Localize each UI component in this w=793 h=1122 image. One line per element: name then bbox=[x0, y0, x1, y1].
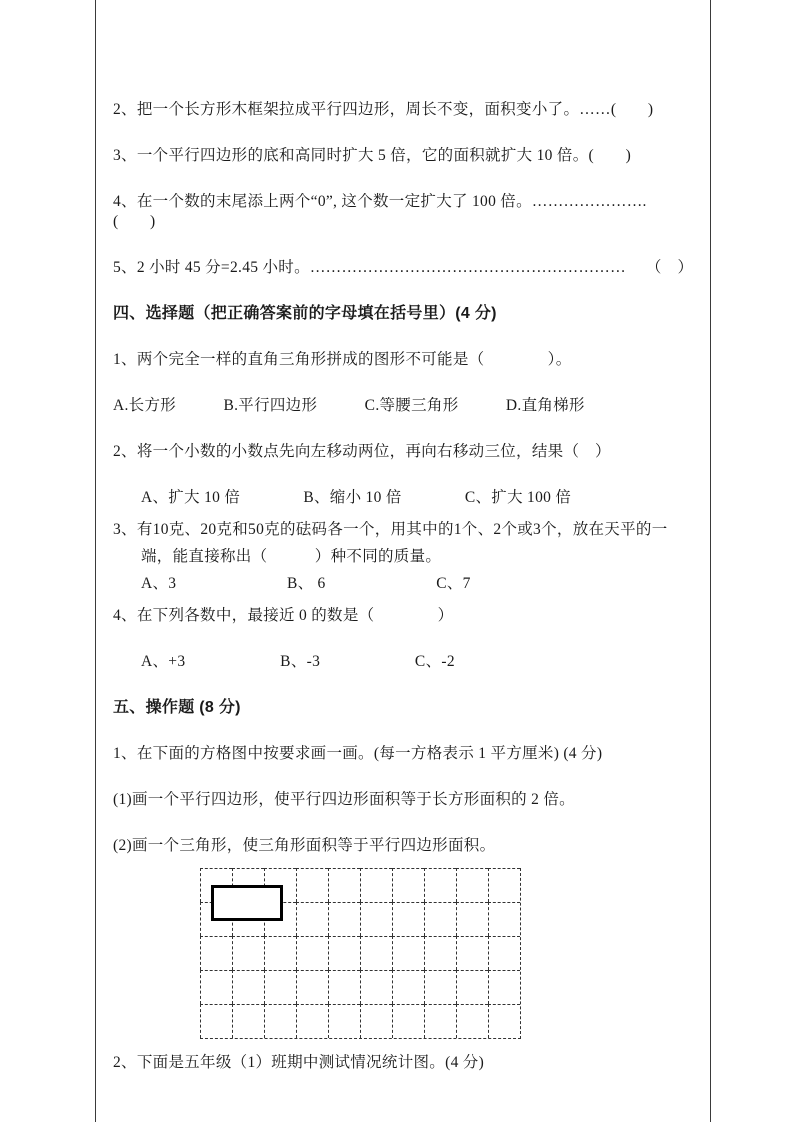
choice-question-4: 4、在下列各数中，最接近 0 的数是（ ） bbox=[113, 607, 454, 624]
grid-cell bbox=[264, 936, 296, 970]
operate-question-1: 1、在下面的方格图中按要求画一画。(每一方格表示 1 平方厘米) (4 分) bbox=[113, 745, 603, 762]
grid-cell bbox=[392, 970, 424, 1004]
grid-cell bbox=[488, 936, 520, 970]
grid-cell bbox=[296, 902, 328, 936]
grid-cell bbox=[456, 902, 488, 936]
grid-cell bbox=[232, 936, 264, 970]
grid-cell bbox=[424, 970, 456, 1004]
page-border-left bbox=[95, 0, 96, 1122]
rectangle-shape bbox=[211, 885, 283, 921]
section-header-choice: 四、选择题（把正确答案前的字母填在括号里）(4 分) bbox=[113, 305, 497, 322]
grid-cell bbox=[232, 970, 264, 1004]
grid-cell bbox=[200, 1004, 232, 1038]
grid-cell bbox=[296, 868, 328, 902]
choice-question-1-options: A.长方形 B.平行四边形 C.等腰三角形 D.直角梯形 bbox=[113, 397, 585, 414]
grid-cell bbox=[296, 1004, 328, 1038]
judge-question-4: 4、在一个数的末尾添上两个“0”, 这个数一定扩大了 100 倍。………………….( ) bbox=[113, 193, 647, 230]
choice-question-2-options: A、扩大 10 倍 B、缩小 10 倍 C、扩大 100 倍 bbox=[141, 489, 572, 506]
grid-cell bbox=[296, 970, 328, 1004]
grid-cell bbox=[424, 868, 456, 902]
grid-cell bbox=[328, 936, 360, 970]
grid-cell bbox=[456, 970, 488, 1004]
grid-cell bbox=[296, 936, 328, 970]
grid-cell bbox=[328, 1004, 360, 1038]
grid-cell bbox=[488, 1004, 520, 1038]
choice-question-1: 1、两个完全一样的直角三角形拼成的图形不可能是（ ）。 bbox=[113, 351, 572, 368]
grid-cell bbox=[200, 936, 232, 970]
drawing-grid-wrapper bbox=[200, 868, 688, 1039]
grid-cell bbox=[392, 902, 424, 936]
page-border-right bbox=[710, 0, 711, 1122]
grid-cell bbox=[456, 1004, 488, 1038]
drawing-grid bbox=[200, 868, 521, 1039]
operate-question-1-sub1: (1)画一个平行四边形，使平行四边形面积等于长方形面积的 2 倍。 bbox=[113, 791, 575, 808]
grid-cell bbox=[328, 868, 360, 902]
grid-cell bbox=[456, 868, 488, 902]
grid-cell bbox=[392, 1004, 424, 1038]
grid-cell bbox=[392, 936, 424, 970]
choice-question-3-line2: 端，能直接称出（ ）种不同的质量。 bbox=[141, 548, 442, 565]
grid-cell bbox=[360, 970, 392, 1004]
choice-question-2: 2、将一个小数的小数点先向左移动两位，再向右移动三位，结果（ ） bbox=[113, 443, 611, 460]
grid-cell bbox=[424, 902, 456, 936]
choice-question-4-options: A、+3 B、-3 C、-2 bbox=[141, 653, 455, 670]
grid-cell bbox=[232, 1004, 264, 1038]
operate-question-2: 2、下面是五年级（1）班期中测试情况统计图。(4 分) bbox=[113, 1054, 485, 1071]
choice-question-3-line1: 3、有10克、20克和50克的砝码各一个，用其中的1个、2个或3个，放在天平的一 bbox=[113, 521, 668, 538]
section-header-operate: 五、操作题 (8 分) bbox=[113, 699, 241, 716]
grid-cell bbox=[264, 1004, 296, 1038]
grid-cell bbox=[424, 1004, 456, 1038]
operate-question-1-sub2: (2)画一个三角形，使三角形面积等于平行四边形面积。 bbox=[113, 837, 496, 854]
grid-cell bbox=[424, 936, 456, 970]
grid-cell bbox=[360, 902, 392, 936]
grid-cell bbox=[328, 902, 360, 936]
grid-cell bbox=[200, 970, 232, 1004]
grid-cell bbox=[488, 868, 520, 902]
choice-question-3-options: A、3 B、 6 C、7 bbox=[141, 575, 471, 592]
judge-question-2: 2、把一个长方形木框架拉成平行四边形，周长不变，面积变小了。……( ) bbox=[113, 101, 654, 118]
grid-cell bbox=[456, 936, 488, 970]
grid-cell bbox=[488, 970, 520, 1004]
judge-question-3: 3、一个平行四边形的底和高同时扩大 5 倍，它的面积就扩大 10 倍。( ) bbox=[113, 147, 632, 164]
judge-question-5: 5、2 小时 45 分=2.45 小时。…………………………………………………… （ ） bbox=[113, 259, 694, 276]
page-content bbox=[113, 100, 694, 1099]
grid-cell bbox=[360, 1004, 392, 1038]
grid-cell bbox=[392, 868, 424, 902]
grid-cell bbox=[328, 970, 360, 1004]
grid-cell bbox=[264, 970, 296, 1004]
grid-cell bbox=[360, 868, 392, 902]
grid-cell bbox=[360, 936, 392, 970]
grid-cell bbox=[488, 902, 520, 936]
